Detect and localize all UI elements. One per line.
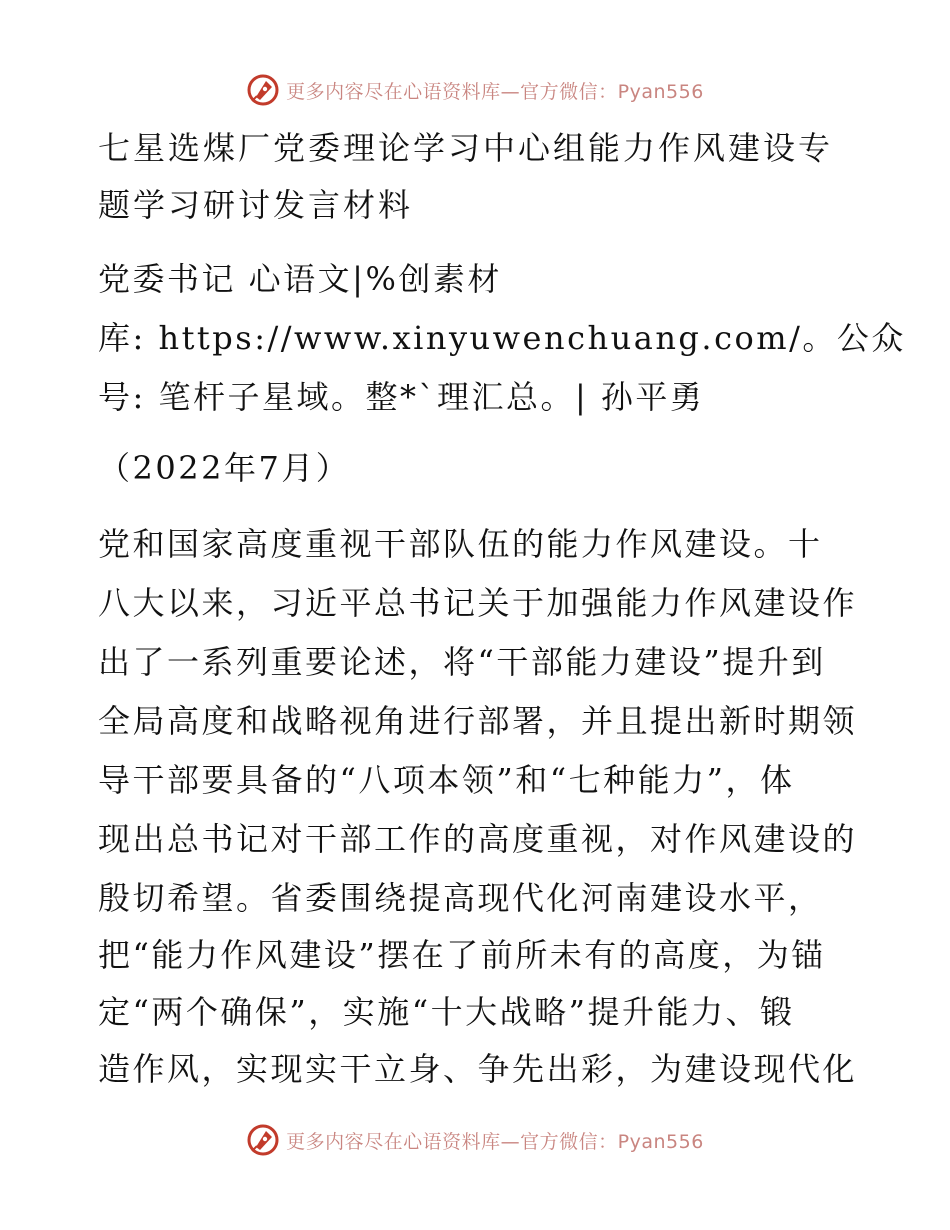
body-line: 导干部要具备的“八项本领”和“七种能力”，体 — [98, 761, 795, 799]
body-line: 定“两个确保”，实施“十大战略”提升能力、锻 — [98, 993, 795, 1031]
watermark-banner-bottom — [0, 1120, 950, 1160]
body-line: 党和国家高度重视干部队伍的能力作风建设。十 — [98, 525, 823, 563]
pen-nib-logo-icon — [246, 73, 280, 107]
body-line: 殷切希望。省委围绕提高现代化河南建设水平， — [98, 879, 823, 917]
author-line-1: 党委书记 心语文|%创素材 — [98, 260, 502, 298]
watermark-text: 更多内容尽在心语资料库—官方微信：Pyan556 — [286, 1130, 704, 1153]
body-line: 全局高度和战略视角进行部署，并且提出新时期领 — [98, 702, 858, 740]
author-line-3: 号: 笔杆子星域。整*`理汇总。| 孙平勇 — [98, 378, 705, 416]
watermark-text: 更多内容尽在心语资料库—官方微信：Pyan556 — [286, 80, 704, 103]
watermark-banner-top — [0, 70, 950, 110]
pen-nib-logo-icon — [246, 1123, 280, 1157]
body-line: 造作风，实现实干立身、争先出彩，为建设现代化 — [98, 1050, 858, 1088]
body-line: 把“能力作风建设”摆在了前所未有的高度，为锚 — [98, 936, 826, 974]
author-line-2: 库: https://www.xinyuwenchuang.com/。公众 — [98, 319, 906, 357]
date-line: （2022年7月） — [98, 449, 351, 487]
body-line: 出了一系列重要论述，将“干部能力建设”提升到 — [98, 643, 826, 681]
document-title-line-2: 题学习研讨发言材料 — [98, 186, 414, 224]
body-line: 八大以来，习近平总书记关于加强能力作风建设作 — [98, 584, 858, 622]
document-title-line-1: 七星选煤厂党委理论学习中心组能力作风建设专 — [98, 129, 834, 167]
body-line: 现出总书记对干部工作的高度重视，对作风建设的 — [98, 820, 858, 858]
